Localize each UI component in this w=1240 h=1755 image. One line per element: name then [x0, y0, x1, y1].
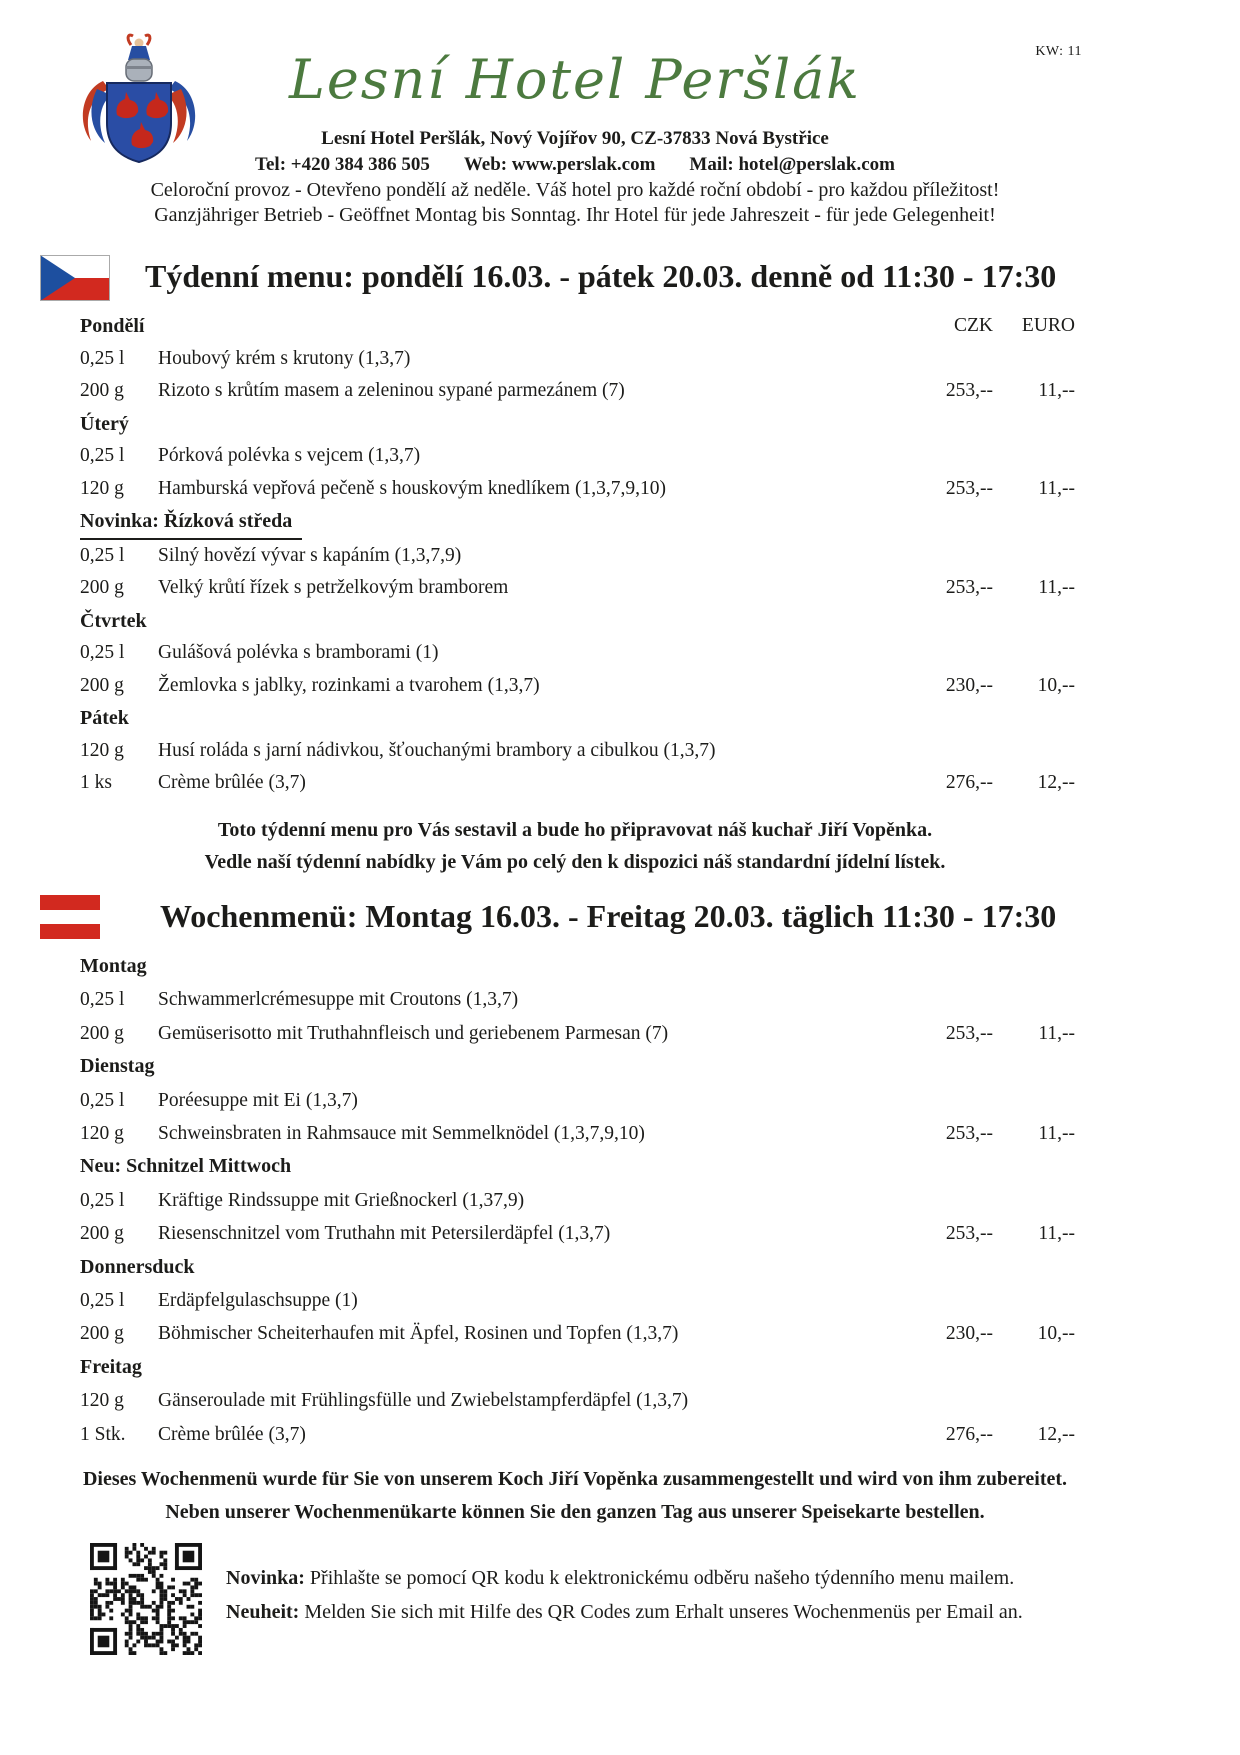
price-eur: 11,--: [1038, 1022, 1075, 1044]
price-czk: [905, 343, 993, 376]
czech-menu-table: [80, 310, 1075, 800]
german-menu-notes: [40, 1463, 1110, 1529]
item-quantity: 1 Stk.: [80, 1423, 126, 1445]
menu-day-row: [80, 408, 1075, 441]
menu-item-row: [80, 572, 1075, 605]
chef-note-german: Dieses Wochenmenü wurde für Sie von unserem Koch Jiří Vopěnka zusammengestellt und wird von ihm zubereitet.: [82, 1468, 1068, 1491]
item-name: Böhmischer Scheiterhaufen mit Äpfel, Rosinen und Topfen (1,3,7): [158, 1323, 679, 1345]
price-eur: 11,--: [1038, 1223, 1075, 1245]
item-quantity: 120 g: [80, 477, 124, 499]
qr-note-german-lead: Neuheit:: [226, 1601, 300, 1624]
item-name: Erdäpfelgulaschsuppe (1): [158, 1290, 358, 1312]
item-name: Riesenschnitzel vom Truthahn mit Petersilerdäpfel (1,3,7): [158, 1223, 611, 1245]
day-label: Pátek: [80, 707, 129, 730]
standard-menu-note-czech: Vedle naší týdenní nabídky je Vám po celý den k dispozici náš standardní jídelní lístek.: [204, 850, 946, 873]
price-eur: 11,--: [1038, 380, 1075, 402]
qr-note-czech-lead: Novinka:: [226, 1567, 305, 1590]
menu-item-row: [80, 637, 1075, 670]
price-eur: [993, 1084, 1075, 1117]
menu-day-row: [80, 1251, 1075, 1284]
menu-item-row: [80, 1384, 1075, 1417]
price-czk: [905, 1084, 993, 1117]
day-label: Montag: [80, 954, 147, 977]
item-quantity: 0,25 l: [80, 989, 125, 1011]
price-czk: [905, 983, 993, 1016]
price-eur: [993, 1184, 1075, 1217]
item-quantity: 200 g: [80, 1323, 124, 1345]
item-quantity: 1 ks: [80, 772, 112, 794]
item-name: Silný hovězí vývar s kapáním (1,3,7,9): [158, 544, 462, 566]
price-eur: 11,--: [1038, 577, 1075, 599]
menu-day-row: [80, 1150, 1075, 1183]
menu-item-row: [80, 343, 1075, 376]
day-label: Donnersduck: [80, 1255, 195, 1278]
day-label: Pondělí: [80, 315, 145, 338]
item-quantity: 120 g: [80, 739, 124, 761]
price-czk: 253,--: [945, 1022, 993, 1044]
price-czk: 230,--: [945, 1323, 993, 1345]
item-name: Kräftige Rindssuppe mit Grießnockerl (1,37,9): [158, 1189, 525, 1211]
german-menu-header: [40, 892, 1110, 940]
qr-note-czech-text: Přihlašte se pomocí QR kodu k elektronickému odběru našeho týdenního menu mailem.: [304, 1567, 1015, 1590]
day-label: Novinka: Řízková středa: [80, 505, 302, 540]
item-quantity: 0,25 l: [80, 1290, 125, 1312]
menu-item-row: [80, 1317, 1075, 1350]
price-eur: [993, 1384, 1075, 1417]
item-name: Poréesuppe mit Ei (1,3,7): [158, 1089, 358, 1111]
item-name: Crème brûlée (3,7): [158, 1423, 306, 1445]
price-czk: 253,--: [945, 1223, 993, 1245]
contact-line: [40, 152, 1110, 178]
item-name: Pórková polévka s vejcem (1,3,7): [158, 445, 421, 467]
czech-menu-notes: [40, 814, 1110, 878]
price-czk: 276,--: [945, 1423, 993, 1445]
price-czk: [905, 540, 993, 573]
qr-notes: [226, 1543, 1023, 1655]
item-quantity: 200 g: [80, 380, 124, 402]
item-name: Gulášová polévka s bramborami (1): [158, 642, 439, 664]
open-info-german: Ganzjähriger Betrieb - Geöffnet Montag bis Sonntag. Ihr Hotel für jede Jahreszeit - für jede Gelegenheit!: [154, 204, 996, 227]
item-name: Husí roláda s jarní nádivkou, šťouchanými brambory a cibulkou (1,3,7): [158, 739, 716, 761]
austrian-flag-icon: [40, 895, 100, 939]
price-czk: 253,--: [945, 477, 993, 499]
menu-item-row: [80, 1217, 1075, 1250]
price-czk: [905, 440, 993, 473]
price-eur: 10,--: [1037, 674, 1075, 696]
item-name: Gemüserisotto mit Truthahnfleisch und geriebenem Parmesan (7): [158, 1022, 669, 1044]
item-name: Gänseroulade mit Frühlingsfülle und Zwiebelstampferdäpfel (1,3,7): [158, 1390, 689, 1412]
menu-item-row: [80, 1284, 1075, 1317]
menu-day-row: [80, 605, 1075, 638]
menu-item-row: [80, 375, 1075, 408]
qr-code: [90, 1543, 202, 1655]
chef-note-czech: Toto týdenní menu pro Vás sestavil a bude ho připravovat náš kuchař Jiří Vopěnka.: [217, 818, 933, 841]
item-quantity: 0,25 l: [80, 445, 125, 467]
czech-flag-icon: [40, 255, 110, 301]
price-czk: 276,--: [945, 772, 993, 794]
item-name: Rizoto s krůtím masem a zeleninou sypané parmezánem (7): [158, 380, 625, 402]
item-quantity: 0,25 l: [80, 642, 125, 664]
menu-item-row: [80, 1017, 1075, 1050]
calendar-week-label: KW: 11: [1035, 44, 1082, 59]
price-eur: 12,--: [1037, 1423, 1075, 1445]
item-quantity: 0,25 l: [80, 347, 125, 369]
standard-menu-note-german: Neben unserer Wochenmenükarte können Sie den ganzen Tag aus unserer Speisekarte bestellen.: [165, 1501, 985, 1524]
day-label: Neu: Schnitzel Mittwoch: [80, 1155, 292, 1178]
item-name: Žemlovka s jablky, rozinkami a tvarohem (1,3,7): [158, 674, 540, 696]
item-quantity: 200 g: [80, 674, 124, 696]
menu-item-row: [80, 1184, 1075, 1217]
price-eur: [993, 1284, 1075, 1317]
menu-item-row: [80, 540, 1075, 573]
price-czk: 253,--: [945, 1123, 993, 1144]
price-czk: [905, 1384, 993, 1417]
price-czk: [905, 1284, 993, 1317]
qr-note-czech: [226, 1561, 1023, 1595]
menu-day-row: [80, 1351, 1075, 1384]
price-czk: [905, 1184, 993, 1217]
price-eur: [993, 983, 1075, 1016]
menu-item-row: [80, 1117, 1075, 1150]
item-name: Houbový krém s krutony (1,3,7): [158, 347, 411, 369]
menu-day-row: [80, 1050, 1075, 1083]
czech-menu-title: Týdenní menu: pondělí 16.03. - pátek 20.03. denně od 11:30 - 17:30: [145, 258, 1057, 295]
item-quantity: 0,25 l: [80, 1089, 125, 1111]
day-label: Freitag: [80, 1355, 142, 1378]
price-eur: 12,--: [1037, 772, 1075, 794]
qr-note-german-text: Melden Sie sich mit Hilfe des QR Codes zum Erhalt unseres Wochenmenüs per Email an.: [299, 1601, 1023, 1624]
price-czk: [905, 637, 993, 670]
menu-day-row: [80, 505, 1075, 540]
qr-section: [90, 1543, 1110, 1655]
menu-item-row: [80, 767, 1075, 800]
item-quantity: 200 g: [80, 1022, 124, 1044]
menu-item-row: [80, 735, 1075, 768]
menu-item-row: [80, 473, 1075, 506]
currency-header: CZK: [954, 315, 993, 337]
item-quantity: 200 g: [80, 577, 124, 599]
item-quantity: 120 g: [80, 1390, 124, 1412]
german-menu-title: Wochenmenü: Montag 16.03. - Freitag 20.03. täglich 11:30 - 17:30: [160, 897, 1057, 934]
price-czk: 253,--: [945, 577, 993, 599]
hotel-title: Lesní Hotel Peršlák: [288, 48, 861, 111]
item-name: Crème brûlée (3,7): [158, 772, 306, 794]
menu-day-row: [80, 310, 1075, 343]
german-menu-table: [80, 950, 1075, 1451]
menu-day-row: [80, 702, 1075, 735]
day-label: Dienstag: [80, 1055, 155, 1078]
price-eur: [993, 637, 1075, 670]
price-eur: 11,--: [1038, 1123, 1075, 1144]
item-name: Schwammerlcrémesuppe mit Croutons (1,3,7): [158, 989, 519, 1011]
day-label: Úterý: [80, 412, 129, 435]
menu-day-row: [80, 950, 1075, 983]
price-czk: 253,--: [945, 380, 993, 402]
item-name: Hamburská vepřová pečeně s houskovým knedlíkem (1,3,7,9,10): [158, 477, 666, 499]
item-quantity: 200 g: [80, 1223, 124, 1245]
day-label: Čtvrtek: [80, 609, 147, 632]
price-czk: 230,--: [945, 674, 993, 696]
menu-item-row: [80, 670, 1075, 703]
contact-mail: Mail: hotel@perslak.com: [689, 154, 895, 176]
price-eur: [993, 343, 1075, 376]
qr-note-german: [226, 1595, 1023, 1629]
menu-item-row: [80, 440, 1075, 473]
menu-item-row: [80, 1084, 1075, 1117]
currency-header: EURO: [1021, 315, 1075, 337]
contact-tel: Tel: +420 384 386 505: [255, 154, 430, 176]
price-eur: 11,--: [1038, 477, 1075, 499]
price-czk: [905, 735, 993, 768]
item-name: Velký krůtí řízek s petrželkovým bramborem: [158, 577, 509, 599]
contact-web: Web: www.perslak.com: [463, 154, 656, 176]
open-info-czech: Celoroční provoz - Otevřeno pondělí až neděle. Váš hotel pro každé roční období - pro každou příležitost!: [150, 179, 1000, 202]
item-quantity: 120 g: [80, 1123, 124, 1144]
hotel-address: Lesní Hotel Peršlák, Nový Vojířov 90, CZ-37833 Nová Bystřice: [321, 128, 829, 150]
item-quantity: 0,25 l: [80, 1189, 125, 1211]
item-quantity: 0,25 l: [80, 544, 125, 566]
menu-item-row: [80, 983, 1075, 1016]
price-eur: [993, 440, 1075, 473]
price-eur: [993, 540, 1075, 573]
czech-menu-header: [40, 252, 1110, 300]
price-eur: [993, 735, 1075, 768]
menu-item-row: [80, 1418, 1075, 1451]
price-eur: 10,--: [1037, 1323, 1075, 1345]
item-name: Schweinsbraten in Rahmsauce mit Semmelknödel (1,3,7,9,10): [158, 1123, 645, 1144]
